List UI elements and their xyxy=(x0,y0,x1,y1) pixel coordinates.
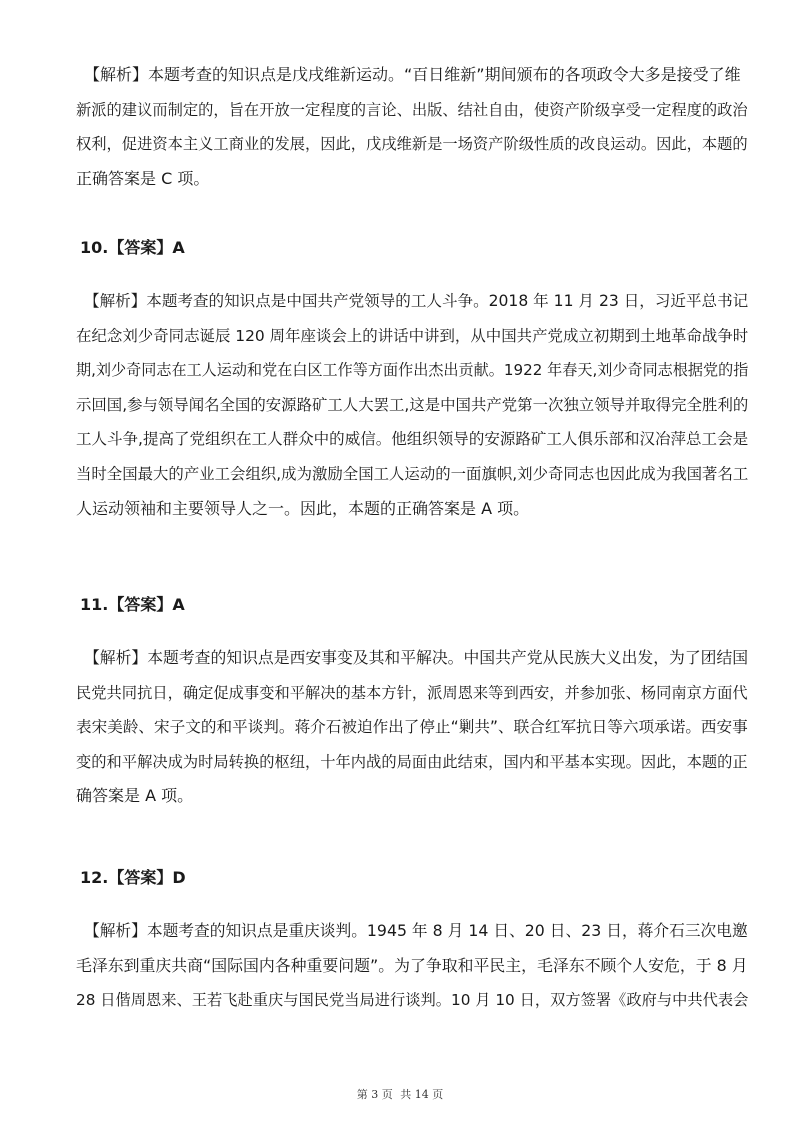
text-line: 【解析】本题考查的知识点是中国共产党领导的工人斗争。2018 年 11 月 23 日，习近平总书记 xyxy=(84,292,749,310)
text-line: 【解析】本题考查的知识点是西安事变及其和平解决。中国共产党从民族大义出发，为了团结国 xyxy=(84,648,749,667)
page-footer xyxy=(0,1086,800,1102)
text-line: 【解析】本题考查的知识点是戊戌维新运动。“百日维新”期间颁布的各项政令大多是接受了维 xyxy=(84,65,741,84)
text-line: 工人斗争,提高了党组织在工人群众中的威信。他组织领导的安源路矿工人俱乐部和汉冶萍总工会是 xyxy=(76,430,749,449)
text-line: 【解析】本题考查的知识点是重庆谈判。1945 年 8 月 14 日、20 日、23 日，蒋介石三次电邀 xyxy=(84,921,748,940)
text-line: 在纪念刘少奇同志诞辰 120 周年座谈会上的讲话中讲到，从中国共产党成立初期到土地革命战争时 xyxy=(76,326,749,345)
analysis-10 xyxy=(76,284,752,526)
text-line: 权利，促进资本主义工商业的发展，因此，戊戌维新是一场资产阶级性质的改良运动。因此，本题的 xyxy=(76,135,748,154)
text-line: 确答案是 A 项。 xyxy=(76,786,194,806)
text-line: 表宋美龄、宋子文的和平谈判。蒋介石被迫作出了停止“剿共”、联合红军抗日等六项承诺。西安事 xyxy=(76,718,748,737)
analysis-12 xyxy=(76,914,752,1018)
text-line: 期,刘少奇同志在工人运动和党在白区工作等方面作出杰出贡献。1922 年春天,刘少奇同志根据党的指 xyxy=(76,361,749,380)
answer-heading-11: 11.【答案】A xyxy=(80,595,185,614)
text-line: 人运动领袖和主要领导人之一。因此，本题的正确答案是 A 项。 xyxy=(76,498,530,518)
text-line: 新派的建议而制定的，旨在开放一定程度的言论、出版、结社自由，使资产阶级享受一定程度的政治 xyxy=(76,100,748,119)
analysis-9 xyxy=(76,58,752,196)
text-line: 示回国,参与领导闻名全国的安源路矿工人大罢工,这是中国共产党第一次独立领导并取得完全胜利的 xyxy=(76,395,749,414)
text-line: 正确答案是 C 项。 xyxy=(76,168,210,188)
page-total: 共 14 页 xyxy=(400,1088,444,1101)
text-line: 民党共同抗日，确定促成事变和平解决的基本方针，派周恩来等到西安，并参加张、杨同南京方面代 xyxy=(76,683,748,702)
text-line: 28 日偕周恩来、王若飞赴重庆与国民党当局进行谈判。10 月 10 日，双方签署《政府与中共代表会 xyxy=(76,991,749,1010)
answer-heading-10: 10.【答案】A xyxy=(80,238,185,257)
answer-heading-12: 12.【答案】D xyxy=(80,868,186,887)
analysis-11 xyxy=(76,641,752,814)
text-line: 变的和平解决成为时局转换的枢纽，十年内战的局面由此结束，国内和平基本实现。因此，本题的正 xyxy=(76,752,748,771)
text-line: 毛泽东到重庆共商“国际国内各种重要问题”。为了争取和平民主，毛泽东不顾个人安危，于 8 月 xyxy=(76,955,748,975)
page-number: 第 3 页 xyxy=(356,1088,393,1101)
text-line: 当时全国最大的产业工会组织,成为激励全国工人运动的一面旗帜,刘少奇同志也因此成为我国著名工 xyxy=(76,464,749,483)
